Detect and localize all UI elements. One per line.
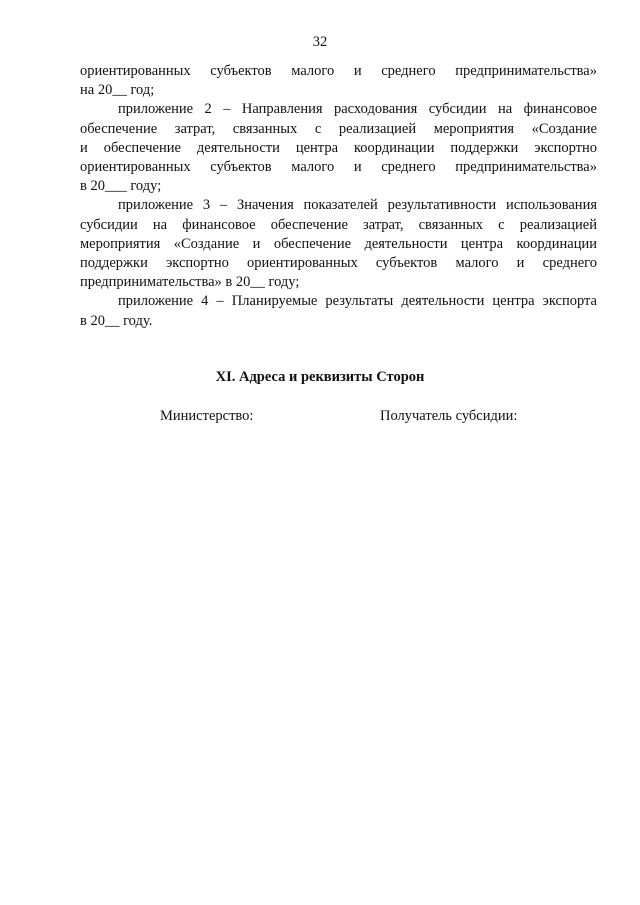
party-recipient-label: Получатель субсидии: (380, 408, 518, 424)
paragraph-appendix-3 (80, 196, 597, 292)
text-line: предпринимательства» в 20__ году; (80, 274, 300, 291)
text-line: в 20__ году. (80, 312, 153, 329)
page-number: 32 (312, 34, 328, 50)
text-line: приложение 3 – Значения показателей результативности использования (118, 197, 597, 214)
text-line: поддержки экспортно ориентированных субъектов малого и среднего (80, 255, 597, 272)
text-line: ориентированных субъектов малого и среднего предпринимательства» (80, 63, 597, 79)
text-line: субсидии на финансовое обеспечение затрат, связанных с реализацией (80, 216, 597, 233)
text-line: мероприятия «Создание и обеспечение деятельности центра координации (80, 235, 597, 252)
text-line: и обеспечение деятельности центра координации поддержки экспортно (80, 139, 597, 156)
paragraph-continuation (80, 62, 597, 100)
text-line: ориентированных субъектов малого и среднего предпринимательства» (80, 159, 597, 176)
party-ministry-label: Министерство: (160, 408, 254, 424)
text-line: в 20___ году; (80, 178, 162, 195)
text-line: приложение 2 – Направления расходования субсидии на финансовое (118, 101, 597, 118)
paragraph-appendix-2 (80, 100, 597, 196)
text-line: на 20__ год; (80, 82, 155, 99)
text-line: обеспечение затрат, связанных с реализацией мероприятия «Создание (80, 120, 597, 137)
paragraph-appendix-4 (80, 292, 597, 330)
document-body (80, 62, 597, 331)
section-title: XI. Адреса и реквизиты Сторон (215, 369, 425, 385)
text-line: приложение 4 – Планируемые результаты деятельности центра экспорта (118, 293, 597, 310)
